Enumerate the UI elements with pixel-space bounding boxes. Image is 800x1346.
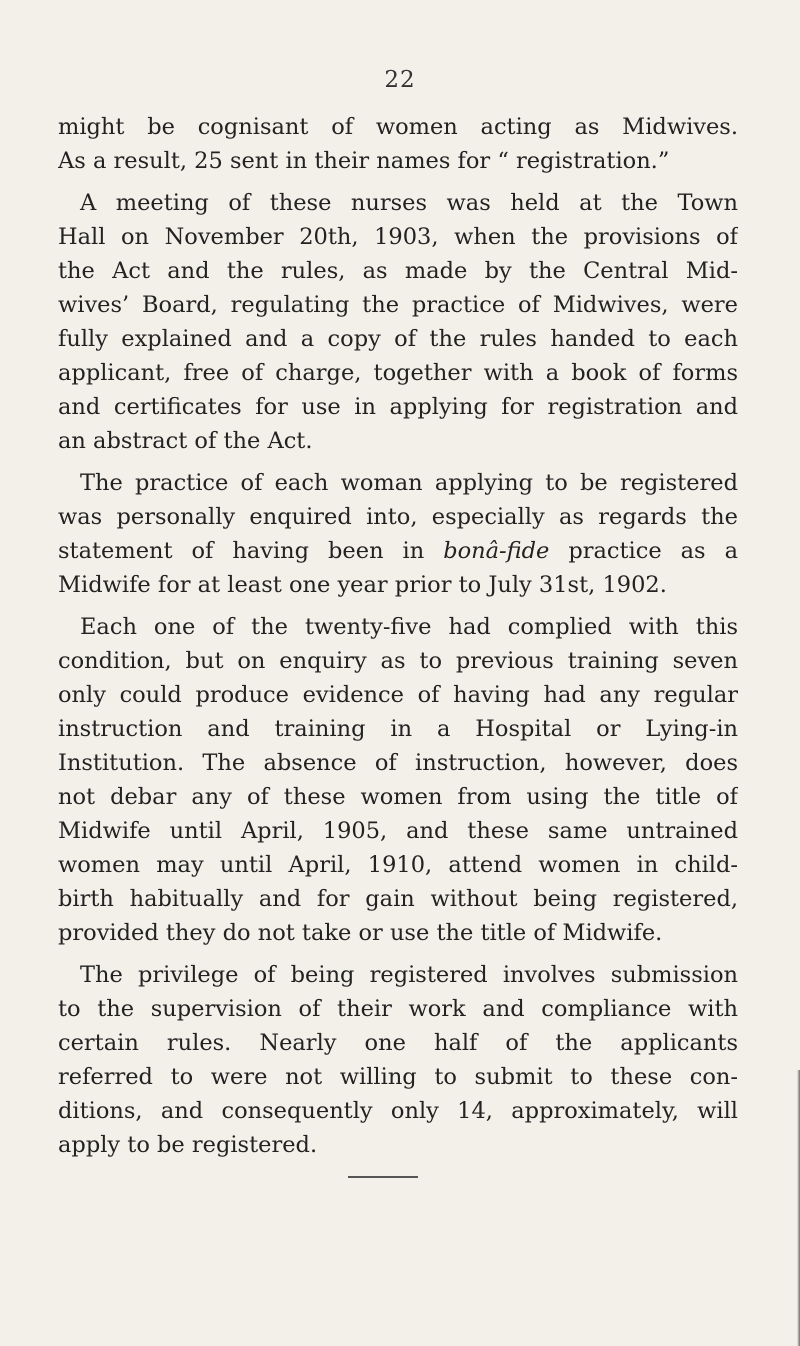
text-line: condition, but on enquiry as to previous training seven xyxy=(58,648,738,674)
italic-phrase: bonâ-fide xyxy=(443,538,550,564)
text-line: The practice of each woman applying to be registered xyxy=(80,470,738,496)
text-line: applicant, free of charge, together with a book of forms xyxy=(58,360,738,386)
text-line: provided they do not take or use the title of Midwife. xyxy=(58,920,663,946)
text-line: ditions, and consequently only 14, approximately, will xyxy=(58,1098,738,1124)
text-line: The privilege of being registered involves submission xyxy=(80,962,738,988)
text-segment: statement of having been in xyxy=(58,538,444,564)
text-line: might be cognisant of women acting as Midwives. xyxy=(58,114,738,140)
text-line: an abstract of the Act. xyxy=(58,428,313,454)
text-line: referred to were not willing to submit to these con- xyxy=(58,1064,738,1090)
text-line: fully explained and a copy of the rules handed to each xyxy=(58,326,738,352)
text-line: to the supervision of their work and compliance with xyxy=(58,996,738,1022)
text-line: women may until April, 1910, attend women in child- xyxy=(58,852,738,878)
text-segment: practice as a xyxy=(549,538,738,564)
text-line: the Act and the rules, as made by the Central Mid- xyxy=(58,258,738,284)
paragraph-1 xyxy=(58,110,738,178)
text-line: Hall on November 20th, 1903, when the provisions of xyxy=(58,224,738,250)
page-number: 22 xyxy=(384,67,416,93)
text-line: A meeting of these nurses was held at the Town xyxy=(80,190,738,216)
text-line: Institution. The absence of instruction, however, does xyxy=(58,750,738,776)
text-line: instruction and training in a Hospital or Lying-in xyxy=(58,716,738,742)
text-line: and certificates for use in applying for registration and xyxy=(58,394,738,420)
paragraph-5 xyxy=(58,958,738,1162)
paragraph-2 xyxy=(58,186,738,458)
paragraph-4 xyxy=(58,610,738,950)
text-line: wives’ Board, regulating the practice of Midwives, were xyxy=(58,292,738,318)
text-line: apply to be registered. xyxy=(58,1132,318,1158)
text-line: Each one of the twenty-five had complied with this xyxy=(80,614,738,640)
text-line: not debar any of these women from using the title of xyxy=(58,784,738,810)
text-line: certain rules. Nearly one half of the applicants xyxy=(58,1030,738,1056)
text-line: birth habitually and for gain without being registered, xyxy=(58,886,738,912)
text-line: only could produce evidence of having had any regular xyxy=(58,682,738,708)
text-line: As a result, 25 sent in their names for “ registration.” xyxy=(58,148,670,174)
paragraph-3 xyxy=(58,466,738,602)
body-text xyxy=(58,110,738,1162)
closing-rule xyxy=(348,1176,418,1178)
text-line: Midwife for at least one year prior to July 31st, 1902. xyxy=(58,572,667,598)
text-line: was personally enquired into, especially as regards the xyxy=(58,504,738,530)
text-line-mixed xyxy=(58,534,738,568)
text-line: Midwife until April, 1905, and these same untrained xyxy=(58,818,738,844)
